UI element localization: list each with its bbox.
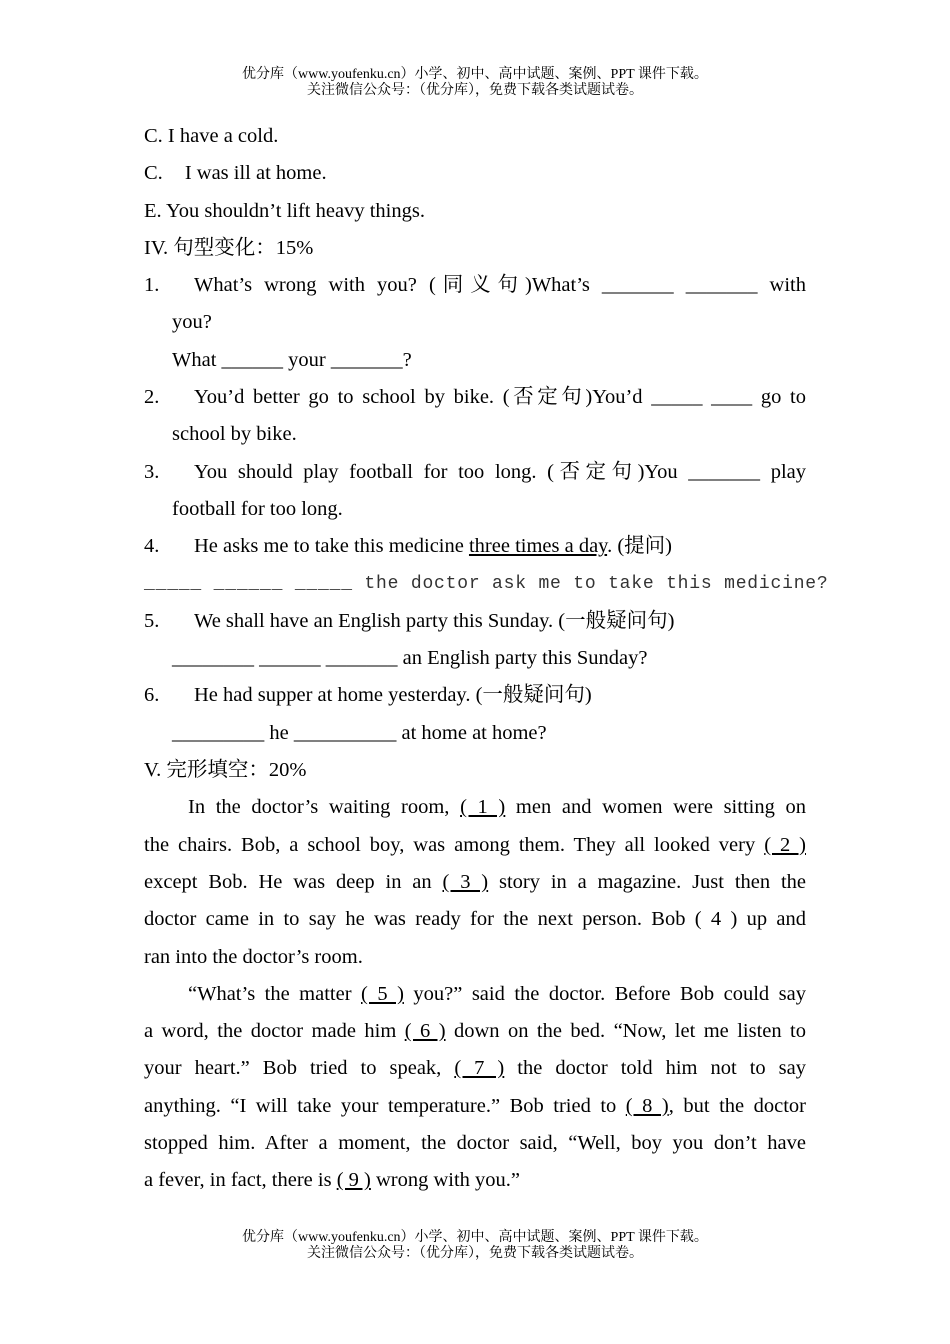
blank-3: ( 3 ) xyxy=(442,870,489,893)
cloze-p2-line-2 xyxy=(144,1013,806,1050)
section-4-title: IV. 句型变化：15% xyxy=(144,236,314,259)
question-number: 2. xyxy=(144,386,160,409)
cloze-p1-line-4: doctor came in to say he was ready for the next person. Bob ( 4 ) up and xyxy=(144,908,806,931)
header-line-1: 优分库（www.youfenku.cn）小学、初中、高中试题、案例、PPT 课件下载。 xyxy=(242,67,708,82)
option-text: I was ill at home. xyxy=(184,162,327,185)
cloze-text: the chairs. Bob, a school boy, was among them. They all looked very xyxy=(144,833,765,856)
blank-7: ( 7 ) xyxy=(454,1057,505,1080)
cloze-text: “What’s the matter xyxy=(188,982,362,1005)
cloze-p2-line-4 xyxy=(144,1088,806,1125)
footer-line-1: 优分库（www.youfenku.cn）小学、初中、高中试题、案例、PPT 课件下载。 xyxy=(242,1230,708,1245)
question-text-end: . (提问) xyxy=(607,535,672,558)
blank-9: ( 9 ) xyxy=(336,1169,371,1192)
question-number: 4. xyxy=(144,535,160,558)
question-5 xyxy=(144,603,806,640)
section-5-title: V. 完形填空：20% xyxy=(144,759,307,782)
page-header xyxy=(0,67,950,99)
cloze-text: your heart.” Bob tried to speak, xyxy=(144,1057,455,1080)
cloze-text: you?” said the doctor. Before Bob could say xyxy=(403,982,806,1005)
question-text: He had supper at home yesterday. (一般疑问句) xyxy=(194,684,592,707)
question-1-answer: What ______ your _______? xyxy=(172,348,412,371)
option-label: C. xyxy=(144,162,163,185)
cloze-text: a word, the doctor made him xyxy=(144,1020,405,1043)
cloze-text: wrong with you.” xyxy=(370,1169,521,1192)
option-e-heavy: E. You shouldn’t lift heavy things. xyxy=(144,199,425,222)
question-2 xyxy=(144,379,806,416)
cloze-text: a fever, in fact, there is xyxy=(144,1169,337,1192)
question-number: 5. xyxy=(144,609,160,632)
cloze-text: In the doctor’s waiting room, xyxy=(188,796,461,819)
question-2-cont: school by bike. xyxy=(172,423,297,446)
question-text: We shall have an English party this Sunday. (一般疑问句) xyxy=(194,609,675,632)
cloze-p1-line-5: ran into the doctor’s room. xyxy=(144,945,363,968)
question-text: What’s wrong with you? (同义句)What’s _______ _______ with xyxy=(194,274,806,297)
question-3-cont: football for too long. xyxy=(172,497,343,520)
option-c-ill xyxy=(144,155,806,192)
page-content xyxy=(144,118,829,1200)
question-3 xyxy=(144,454,806,491)
question-6 xyxy=(144,677,806,714)
question-number: 1. xyxy=(144,274,160,297)
cloze-text: except Bob. He was deep in an xyxy=(144,870,443,893)
question-text: He asks me to take this medicine xyxy=(194,535,469,558)
cloze-text: the doctor told him not to say xyxy=(504,1057,807,1080)
question-number: 3. xyxy=(144,460,160,483)
blank-8: ( 8 ) xyxy=(625,1094,669,1117)
footer-line-2: 关注微信公众号：（优分库），免费下载各类试题试卷。 xyxy=(307,1246,643,1261)
cloze-text: down on the bed. “Now, let me listen to xyxy=(445,1020,807,1043)
question-6-answer: _________ he __________ at home at home? xyxy=(172,721,547,744)
header-line-2: 关注微信公众号：（优分库），免费下载各类试题试卷。 xyxy=(307,83,643,98)
cloze-p2-line-6 xyxy=(144,1162,806,1199)
page-footer xyxy=(0,1230,950,1262)
blank-5: ( 5 ) xyxy=(361,982,404,1005)
question-number: 6. xyxy=(144,684,160,707)
question-4 xyxy=(144,528,806,565)
blank-1: ( 1 ) xyxy=(460,796,506,819)
underlined-phrase: three times a day xyxy=(468,535,608,558)
cloze-p1-line-2 xyxy=(144,827,806,864)
option-c-cold: C. I have a cold. xyxy=(144,125,279,147)
cloze-text: story in a magazine. Just then the xyxy=(488,870,807,893)
cloze-text: men and women were sitting on xyxy=(505,796,806,819)
question-text: You’d better go to school by bike. (否定句)You’d _____ ____ go to xyxy=(194,386,806,409)
cloze-p2-line-1 xyxy=(144,976,806,1013)
cloze-p2-line-3 xyxy=(144,1050,806,1087)
cloze-p2-line-5: stopped him. After a moment, the doctor said, “Well, boy you don’t have xyxy=(144,1132,806,1155)
question-1 xyxy=(144,267,806,304)
question-text: You should play football for too long. (否定句)You _______ play xyxy=(194,460,806,483)
question-1-cont: you? xyxy=(172,311,212,334)
cloze-p1-line-3 xyxy=(144,864,806,901)
cloze-p1-line-1 xyxy=(144,789,806,826)
cloze-text: , but the doctor xyxy=(668,1094,807,1117)
question-4-answer: _____ ______ _____ the doctor ask me to take this medicine? xyxy=(144,573,829,594)
question-5-answer: ________ ______ _______ an English party this Sunday? xyxy=(172,647,648,670)
cloze-text: anything. “I will take your temperature.” Bob tried to xyxy=(144,1094,626,1117)
blank-6: ( 6 ) xyxy=(404,1020,446,1043)
blank-2: ( 2 ) xyxy=(764,833,806,856)
